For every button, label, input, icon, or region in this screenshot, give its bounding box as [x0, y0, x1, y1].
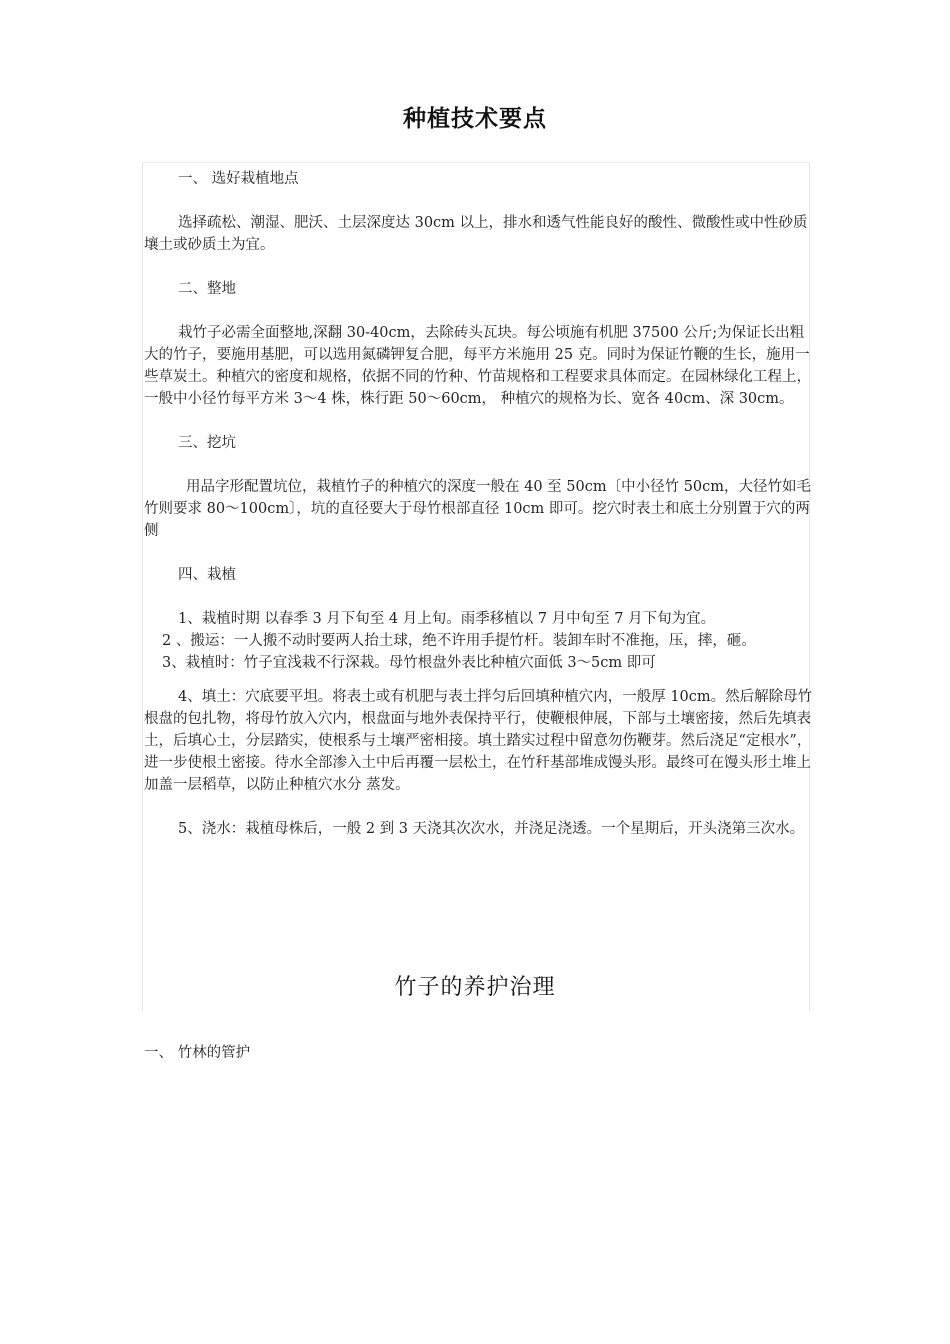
document-title: 种植技术要点 [403, 105, 547, 132]
paragraph-planting-depth: 3、栽植时：竹子宜浅栽不行深栽。母竹根盘外表比种植穴面低 3～5cm 即可 [162, 655, 656, 671]
paragraph-watering: 5、浇水：栽植母株后，一般 2 到 3 天浇其次次水，并浇足浇透。一个星期后，开头浇第三次水。 [178, 821, 805, 837]
document-subtitle: 竹子的养护治理 [394, 975, 556, 1000]
spacer [144, 674, 816, 686]
paragraph-transport: 2 、搬运：一人搬不动时要两人抬土球，绝不许用手提竹杆。装卸车时不准拖，压，摔，砸。 [162, 633, 756, 649]
spacer [144, 586, 816, 608]
paragraph-soil-prep: 栽竹子必需全面整地,深翻 30-40cm，去除砖头瓦块。每公顷施有机肥 37500 公斤;为保证长出粗大的竹子，要施用基肥，可以选用氮磷钾复合肥，每平方米施用 25 克。同时为保证竹鞭的生长，施用一些草炭土。种植穴的密度和规格，依据不同的竹种、竹苗规格和工程要求具体而定。在园林绿化工程上，一般中小径竹每平方米 3～4 株，株行距 50～60cm， 种植穴的规格为长、宽各 40cm、深 30cm。 [144, 325, 811, 407]
section-heading-planting: 四、栽植 [178, 567, 236, 583]
spacer [144, 410, 816, 432]
paragraph-backfill: 4、填土：穴底要平坦。将表土或有机肥与表土拌匀后回填种植穴内，一般厚 10cm。然后解除母竹根盘的包扎物，将母竹放入穴内，根盘面与地外表保持平行，使鞭根伸展，下部与土壤密接，然后先填表土，后填心土，分层踏实，使根系与土壤严密相接。填土踏实过程中留意勿伤鞭芽。然后浇足“定根水”，进一步使根土密接。待水全部渗入土中后再覆一层松土，在竹秆基部堆成馒头形。最终可在馒头形土堆上加盖一层稻草，以防止种植穴水分 蒸发。 [144, 689, 813, 793]
spacer [144, 256, 816, 278]
spacer [144, 542, 816, 564]
section-heading-bamboo-care: 一、 竹林的管护 [144, 1045, 251, 1061]
paragraph-planting-time: 1、栽植时期 以春季 3 月下旬至 4 月上旬。雨季移植以 7 月中旬至 7 月下旬为宜。 [178, 611, 716, 627]
paragraph-digging: 用品字形配置坑位，栽植竹子的种植穴的深度一般在 40 至 50cm〔中小径竹 50cm，大径竹如毛竹则要求 80～100cm〕，坑的直径要大于母竹根部直径 10cm 即可。挖穴时表土和底土分别置于穴的两侧 [144, 479, 812, 539]
document-body [144, 168, 816, 840]
spacer [144, 300, 816, 322]
paragraph-location: 选择疏松、潮湿、肥沃、土层深度达 30cm 以上，排水和透气性能良好的酸性、微酸性或中性砂质壤土或砂质土为宜。 [144, 215, 808, 253]
spacer [144, 454, 816, 476]
spacer [144, 796, 816, 818]
spacer [144, 190, 816, 212]
section-heading-soil-prep: 二、整地 [178, 281, 236, 297]
section-heading-digging: 三、挖坑 [178, 435, 236, 451]
section-heading-location: 一、 选好栽植地点 [178, 171, 299, 187]
